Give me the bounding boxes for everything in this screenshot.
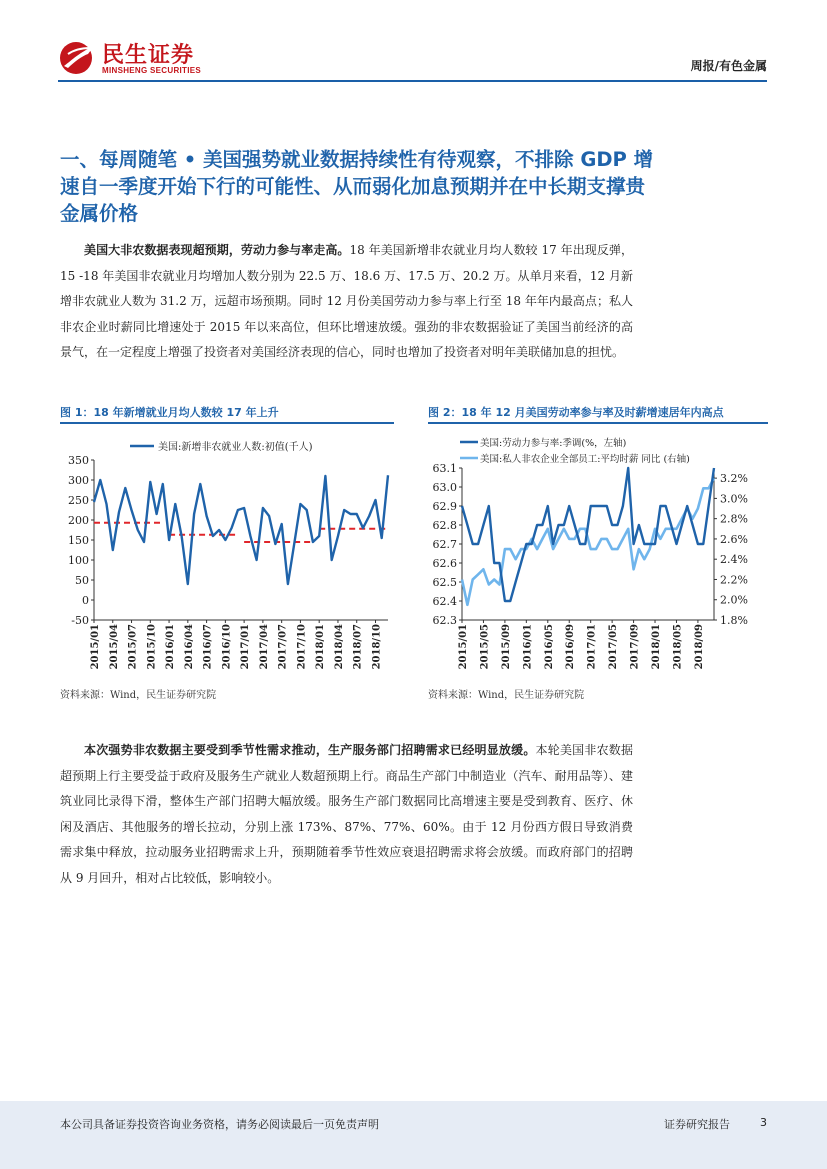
y-tick-label: 250 — [68, 494, 89, 507]
x-tick-label: 2017/10 — [296, 624, 308, 670]
right-y-tick-label: 2.6% — [720, 532, 748, 546]
y-tick-label: 50 — [75, 574, 89, 587]
figure-1-title: 图 1：18 年新增就业月均人数较 17 年上升 — [60, 406, 279, 419]
x-tick-label: 2018/01 — [651, 624, 663, 670]
x-tick-label: 2015/05 — [479, 624, 491, 670]
y-tick-label: 200 — [68, 514, 89, 527]
x-tick-label: 2015/10 — [146, 624, 158, 670]
brand-name-cn: 民生证券 — [102, 42, 195, 67]
x-tick-label: 2017/04 — [258, 624, 270, 670]
figure-2-source: 资料来源：Wind，民生证券研究院 — [428, 690, 585, 701]
x-tick-label: 2018/07 — [352, 624, 364, 670]
left-y-tick-label: 63.0 — [432, 481, 457, 494]
footer-disclaimer: 本公司具备证券投资咨询业务资格，请务必阅读最后一页免责声明 — [60, 1118, 379, 1131]
left-y-tick-label: 62.5 — [432, 576, 457, 589]
y-tick-label: 300 — [68, 474, 89, 487]
x-tick-label: 2015/07 — [127, 624, 139, 670]
section-title: 一、每周随笔 • 美国强势就业数据持续性有待观察，不排除 GDP 增速自一季度开始下行的可能性、从而弱化加息预期并在中长期支撑贵金属价格 — [60, 148, 654, 225]
x-tick-label: 2016/10 — [221, 624, 233, 670]
x-tick-label: 2018/01 — [315, 624, 327, 670]
right-y-tick-label: 1.8% — [720, 614, 748, 627]
paragraph-1 — [60, 238, 633, 366]
chart-nonfarm-payrolls — [58, 428, 398, 678]
x-tick-label: 2016/05 — [543, 624, 555, 670]
x-tick-label: 2017/01 — [586, 624, 598, 670]
y-tick-label: 350 — [68, 454, 89, 467]
left-y-tick-label: 62.3 — [432, 614, 457, 627]
y-tick-label: 0 — [82, 594, 89, 607]
x-tick-label: 2017/07 — [277, 624, 289, 670]
x-tick-label: 2016/04 — [183, 624, 195, 670]
x-tick-label: 2015/01 — [458, 624, 469, 670]
figure-1-source: 资料来源：Wind，民生证券研究院 — [60, 690, 217, 701]
right-y-tick-label: 2.2% — [720, 573, 748, 587]
x-tick-label: 2018/05 — [672, 624, 684, 670]
figure-2-rule — [428, 422, 768, 424]
legend-label: 美国:新增非农就业人数:初值(千人) — [158, 442, 313, 453]
y-tick-label: 150 — [68, 534, 89, 547]
y-tick-label: -50 — [71, 614, 89, 627]
left-y-tick-label: 62.7 — [432, 538, 457, 551]
page-number: 3 — [760, 1116, 767, 1129]
right-y-tick-label: 3.0% — [720, 492, 748, 506]
right-y-tick-label: 2.8% — [720, 512, 748, 526]
x-tick-label: 2018/04 — [333, 624, 345, 670]
legend-label-hourly-wage: 美国:私人非农企业全部员工:平均时薪 同比 (右轴) — [480, 454, 690, 465]
x-tick-label: 2015/01 — [90, 624, 101, 670]
paragraph-1-lead: 美国大非农数据表现超预期，劳动力参与率走高。 — [84, 243, 350, 257]
left-y-tick-label: 62.9 — [432, 500, 457, 513]
page-footer — [0, 1101, 827, 1169]
paragraph-1-body: 18 年美国新增非农就业月均人数较 17 年出现反弹，15 -18 年美国非农就业月均增加人数分别为 22.5 万、18.6 万、17.5 万、20.2 万。从单月来看，12 月新增非农就业人数为 31.2 万，远超市场预期。同时 12 月份美国劳动力参与率上行至 18 年年内最高点；私人非农企业时薪同比增速处于 2015 年以来高位，但环比增速放缓。强劲的非农数据验证了美国当前经济的高景气，在一定程度上增强了投资者对美国经济表现的信心，同时也增加了投资者对明年美联储加息的担忧。 — [60, 243, 633, 359]
x-tick-label: 2017/09 — [629, 624, 641, 670]
header-divider — [58, 80, 767, 82]
x-tick-label: 2017/05 — [608, 624, 620, 670]
report-type: 周报/有色金属 — [690, 59, 767, 73]
paragraph-2 — [60, 738, 633, 891]
left-y-tick-label: 63.1 — [432, 462, 457, 475]
paragraph-2-body: 本轮美国非农数据超预期上行主要受益于政府及服务生产就业人数超预期上行。商品生产部门中制造业（汽车、耐用品等）、建筑业同比录得下滑，整体生产部门招聘大幅放缓。服务生产部门数据同比高增速主要是受到教育、医疗、休闲及酒店、其他服务的增长拉动，分别上涨 173%、87%、77%、60%。由于 12 月份西方假日导致消费需求集中释放，拉动服务业招聘需求上升，预期随着季节性效应衰退招聘需求将会放缓。而政府部门的招聘从 9 月回升，相对占比较低，影响较小。 — [60, 743, 633, 885]
left-y-tick-label: 62.8 — [432, 519, 457, 532]
x-tick-label: 2016/09 — [565, 624, 577, 670]
minsheng-logo-icon — [58, 40, 98, 76]
left-y-tick-label: 62.6 — [432, 557, 457, 570]
figure-1-rule — [60, 422, 394, 424]
legend-label-participation: 美国:劳动力参与率:季调(%，左轴) — [480, 438, 627, 449]
chart-participation-wages — [418, 428, 770, 678]
figure-2-title: 图 2：18 年 12 月美国劳动率参与率及时薪增速居年内高点 — [428, 406, 724, 419]
x-tick-label: 2018/10 — [371, 624, 383, 670]
x-tick-label: 2018/09 — [693, 624, 705, 670]
right-y-tick-label: 2.4% — [720, 553, 748, 567]
x-tick-label: 2015/09 — [500, 624, 512, 670]
x-tick-label: 2016/01 — [165, 624, 177, 670]
paragraph-2-lead: 本次强势非农数据主要受到季节性需求推动，生产服务部门招聘需求已经明显放缓。 — [84, 743, 536, 757]
brand-name-en: MINSHENG SECURITIES — [102, 66, 202, 75]
y-tick-label: 100 — [68, 554, 89, 567]
footer-report-label: 证券研究报告 — [664, 1118, 730, 1131]
x-tick-label: 2016/07 — [202, 624, 214, 670]
page-header — [0, 0, 827, 84]
x-tick-label: 2017/01 — [240, 624, 252, 670]
x-tick-label: 2016/01 — [522, 624, 534, 670]
right-y-tick-label: 2.0% — [720, 593, 748, 607]
x-tick-label: 2015/04 — [108, 624, 120, 670]
left-y-tick-label: 62.4 — [432, 595, 457, 608]
right-y-tick-label: 3.2% — [720, 472, 748, 486]
